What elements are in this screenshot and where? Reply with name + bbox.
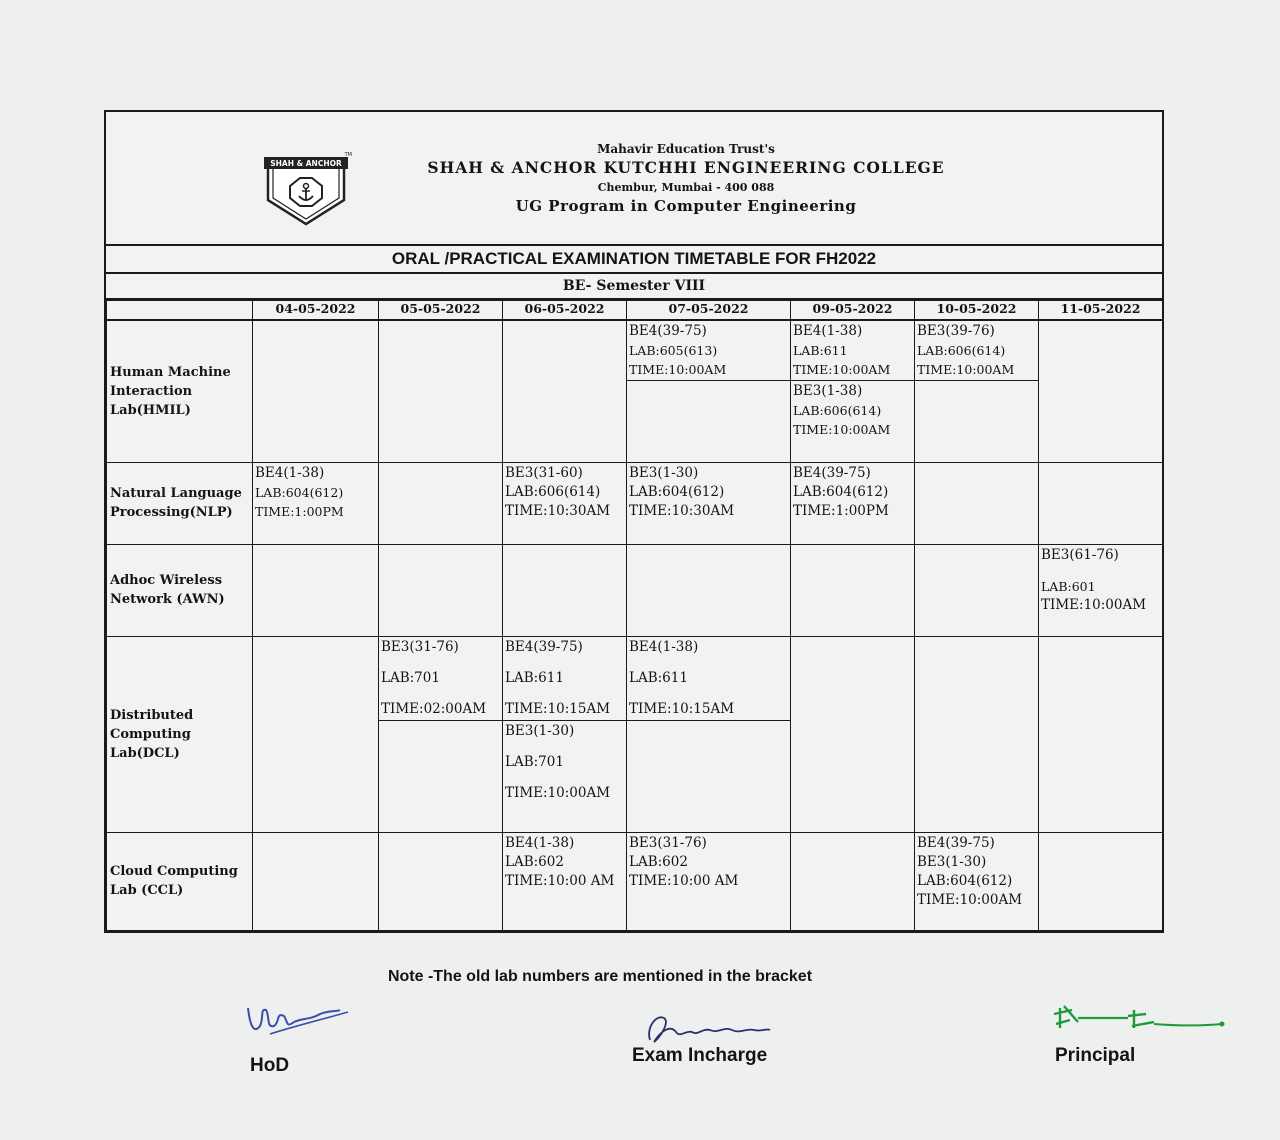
exam-entry [627, 833, 790, 892]
entry-time: TIME:10:15AM [629, 700, 735, 717]
hod-label: HoD [250, 1055, 290, 1076]
exam-cell [1039, 320, 1163, 462]
cell-divider [915, 380, 1038, 381]
exam-cell [915, 320, 1039, 462]
exam-entry [503, 463, 626, 522]
exam-cell [253, 462, 379, 544]
exam-cell [253, 320, 379, 462]
date-header-row [107, 301, 1163, 321]
exam-cell [1039, 636, 1163, 832]
subject-name: Adhoc Wireless Network (AWN) [107, 544, 253, 636]
entry-batch: BE3(1-30) [917, 853, 987, 870]
entry-lab: LAB:604(612) [255, 484, 344, 500]
entry-batch: BE4(39-75) [917, 834, 995, 851]
exam-entry [379, 637, 502, 720]
program-name: UG Program in Computer Engineering [515, 197, 857, 215]
table-row [107, 544, 1163, 636]
entry-batch: BE4(39-75) [793, 464, 871, 481]
principal-label: Principal [1055, 1045, 1136, 1066]
exam-cell [915, 636, 1039, 832]
entry-time: TIME:10:15AM [505, 700, 611, 717]
exam-cell [379, 636, 503, 832]
exam-cell [1039, 462, 1163, 544]
entry-lab: LAB:701 [381, 669, 440, 686]
entry-lab: LAB:701 [505, 753, 564, 770]
exam-incharge-signature-icon [630, 1008, 780, 1048]
exam-entry [503, 637, 626, 720]
entry-batch: BE4(39-75) [505, 638, 583, 655]
entry-batch: BE3(1-30) [505, 722, 575, 739]
entry-time: TIME:10:30AM [505, 502, 611, 519]
exam-cell [253, 544, 379, 636]
exam-cell [915, 544, 1039, 636]
exam-cell [791, 636, 915, 832]
exam-cell [503, 832, 627, 930]
exam-cell [627, 544, 791, 636]
cell-divider [627, 720, 790, 721]
exam-entry [503, 833, 626, 892]
entry-time: TIME:10:00AM [505, 784, 611, 801]
entry-time: TIME:10:00 AM [629, 872, 739, 889]
semester-label: BE- Semester VIII [106, 274, 1162, 300]
exam-cell [627, 832, 791, 930]
entry-batch: BE4(39-75) [629, 323, 707, 339]
exam-cell [1039, 832, 1163, 930]
exam-entry [503, 720, 626, 804]
exam-cell [503, 462, 627, 544]
entry-batch: BE4(1-38) [629, 638, 699, 655]
exam-entry [253, 463, 378, 522]
date-header: 05-05-2022 [379, 301, 503, 321]
entry-batch: BE3(1-30) [629, 464, 699, 481]
entry-batch: BE4(1-38) [793, 323, 863, 339]
entry-lab: LAB:606(614) [505, 483, 601, 500]
entry-batch: BE4(1-38) [505, 834, 575, 851]
subject-name: Human Machine Interaction Lab(HMIL) [107, 320, 253, 462]
entry-lab: LAB:605(613) [629, 343, 718, 358]
logo-trademark: TM [344, 152, 352, 158]
trust-name: Mahavir Education Trust's [597, 142, 775, 156]
exam-cell [791, 544, 915, 636]
entry-lab: LAB:604(612) [917, 872, 1013, 889]
entry-batch: BE4(1-38) [255, 464, 325, 481]
hod-signature-icon [240, 996, 360, 1046]
entry-lab: LAB:611 [793, 343, 848, 358]
date-header: 10-05-2022 [915, 301, 1039, 321]
exam-cell [915, 462, 1039, 544]
exam-cell [915, 832, 1039, 930]
college-logo-icon [256, 148, 356, 228]
entry-lab: LAB:611 [505, 669, 564, 686]
entry-time: TIME:10:00 AM [505, 872, 615, 889]
exam-entry [791, 321, 914, 380]
exam-cell [791, 320, 915, 462]
exam-cell [379, 462, 503, 544]
entry-batch: BE3(31-76) [381, 638, 459, 655]
college-address: Chembur, Mumbai - 400 088 [597, 181, 775, 194]
college-header [106, 112, 1162, 246]
entry-time: TIME:10:00AM [917, 891, 1023, 908]
entry-time: TIME:1:00PM [793, 502, 889, 519]
entry-lab: LAB:611 [629, 669, 688, 686]
entry-lab: LAB:606(614) [917, 343, 1006, 358]
entry-time: TIME:10:00AM [629, 362, 727, 377]
entry-batch: BE3(1-38) [793, 383, 863, 399]
exam-entry [791, 380, 914, 440]
exam-cell [791, 462, 915, 544]
exam-entry [915, 321, 1038, 380]
logo-text: SHAH & ANCHOR [270, 159, 342, 168]
exam-cell [253, 636, 379, 832]
date-header: 06-05-2022 [503, 301, 627, 321]
date-header: 11-05-2022 [1039, 301, 1163, 321]
exam-entry [627, 463, 790, 522]
entry-lab: LAB:604(612) [793, 483, 889, 500]
entry-time: TIME:10:30AM [629, 502, 735, 519]
date-header: 07-05-2022 [627, 301, 791, 321]
entry-time: TIME:10:00AM [793, 422, 891, 437]
exam-entry [627, 321, 790, 380]
timetable-sheet [104, 110, 1164, 933]
exam-entry [915, 833, 1038, 911]
date-header: 04-05-2022 [253, 301, 379, 321]
entry-time: TIME:1:00PM [255, 503, 344, 519]
exam-cell [627, 636, 791, 832]
exam-entry [791, 463, 914, 522]
subject-name: Cloud Computing Lab (CCL) [107, 832, 253, 930]
entry-batch: BE3(31-60) [505, 464, 583, 481]
cell-divider [379, 720, 502, 721]
entry-lab: LAB:602 [629, 853, 688, 870]
exam-cell [791, 832, 915, 930]
entry-batch: BE3(31-76) [629, 834, 707, 851]
timetable-title: ORAL /PRACTICAL EXAMINATION TIMETABLE FOR FH2022 [106, 246, 1162, 274]
table-row [107, 832, 1163, 930]
exam-cell [253, 832, 379, 930]
principal-signature-icon [1050, 1000, 1230, 1040]
exam-cell [1039, 544, 1163, 636]
corner-cell [107, 301, 253, 321]
exam-entry [1039, 545, 1162, 616]
exam-cell [503, 320, 627, 462]
exam-cell [503, 636, 627, 832]
table-row [107, 636, 1163, 832]
table-row [107, 320, 1163, 462]
exam-cell [503, 544, 627, 636]
entry-batch: BE3(39-76) [917, 323, 995, 339]
subject-name: Natural Language Processing(NLP) [107, 462, 253, 544]
exam-incharge-label: Exam Incharge [632, 1045, 768, 1066]
entry-lab: LAB:604(612) [629, 483, 725, 500]
timetable-grid [106, 300, 1163, 931]
entry-time: TIME:10:00AM [1041, 596, 1147, 613]
exam-cell [379, 832, 503, 930]
entry-lab: LAB:601 [1041, 578, 1096, 594]
exam-cell [379, 544, 503, 636]
cell-divider [627, 380, 790, 381]
exam-cell [379, 320, 503, 462]
date-header: 09-05-2022 [791, 301, 915, 321]
exam-cell [627, 462, 791, 544]
college-header-text [366, 142, 1006, 215]
table-row [107, 462, 1163, 544]
footnote: Note -The old lab numbers are mentioned in the bracket [387, 968, 813, 985]
entry-lab: LAB:602 [505, 853, 564, 870]
exam-entry [627, 637, 790, 720]
entry-time: TIME:02:00AM [381, 700, 487, 717]
entry-lab: LAB:606(614) [793, 403, 882, 418]
exam-cell [627, 320, 791, 462]
subject-name: Distributed Computing Lab(DCL) [107, 636, 253, 832]
entry-batch: BE3(61-76) [1041, 546, 1119, 563]
college-name: SHAH & ANCHOR KUTCHHI ENGINEERING COLLEGE [427, 158, 945, 177]
entry-time: TIME:10:00AM [793, 362, 891, 377]
entry-time: TIME:10:00AM [917, 362, 1015, 377]
